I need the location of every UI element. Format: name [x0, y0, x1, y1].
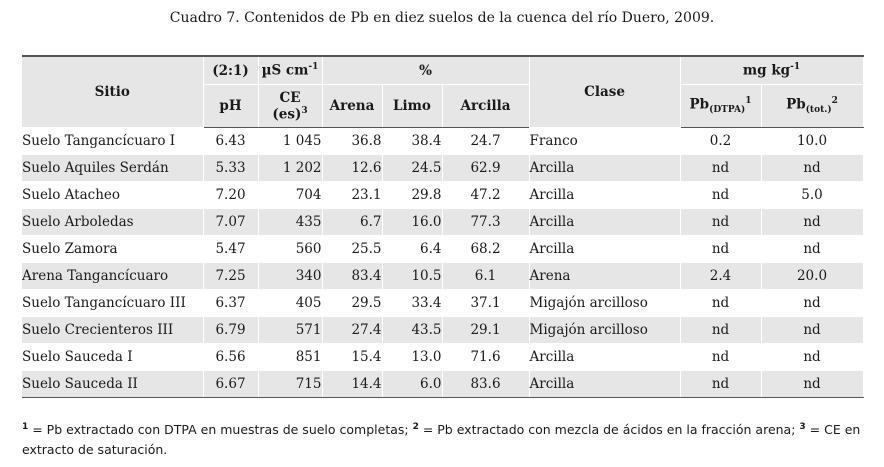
cell-arcilla: 77.3: [442, 209, 529, 236]
cell-ph: 5.33: [203, 155, 258, 182]
cell-ph: 6.67: [203, 371, 258, 398]
cell-sitio: Suelo Zamora: [22, 236, 203, 263]
cell-ph: 6.79: [203, 317, 258, 344]
cell-pb-tot: 20.0: [761, 263, 863, 290]
header-mgkg: mg $kg^{-1}$: [680, 56, 863, 85]
cell-pb-dtpa: nd: [680, 236, 761, 263]
cell-ce: 340: [258, 263, 322, 290]
cell-arcilla: 68.2: [442, 236, 529, 263]
cell-ce: 1 045: [258, 128, 322, 155]
header-ce: CE (es)$^3$: [258, 85, 322, 128]
cell-sitio: Suelo Sauceda II: [22, 371, 203, 398]
cell-ph: 7.25: [203, 263, 258, 290]
cell-sitio: Arena Tangancícuaro: [22, 263, 203, 290]
header-ce-unit: µS $cm^{-1}$: [258, 56, 322, 85]
header-row-1: [22, 56, 863, 85]
header-ratio: (2:1): [203, 56, 258, 85]
table-row: [22, 317, 863, 344]
cell-pb-dtpa: nd: [680, 317, 761, 344]
cell-ph: 5.47: [203, 236, 258, 263]
cell-clase: Arena: [529, 263, 680, 290]
cell-limo: 10.5: [382, 263, 442, 290]
cell-pb-tot: 10.0: [761, 128, 863, 155]
cell-pb-tot: nd: [761, 317, 863, 344]
cell-sitio: Suelo Tangancícuaro I: [22, 128, 203, 155]
cell-ce: 405: [258, 290, 322, 317]
cell-limo: 33.4: [382, 290, 442, 317]
header-percent: %: [322, 56, 529, 85]
cell-clase: Arcilla: [529, 344, 680, 371]
cell-pb-dtpa: 2.4: [680, 263, 761, 290]
cell-ce: 704: [258, 182, 322, 209]
cell-limo: 43.5: [382, 317, 442, 344]
cell-ce: 1 202: [258, 155, 322, 182]
cell-ce: 715: [258, 371, 322, 398]
cell-ce: 435: [258, 209, 322, 236]
cell-clase: Arcilla: [529, 209, 680, 236]
header-pb-dtpa: $Pb_{(DTPA)}^1$: [680, 85, 761, 128]
table-row: [22, 236, 863, 263]
cell-arena: 27.4: [322, 317, 382, 344]
cell-limo: 13.0: [382, 344, 442, 371]
cell-arcilla: 6.1: [442, 263, 529, 290]
cell-pb-tot: nd: [761, 236, 863, 263]
cell-arcilla: 37.1: [442, 290, 529, 317]
table-row: [22, 182, 863, 209]
cell-arena: 23.1: [322, 182, 382, 209]
table-row: [22, 371, 863, 398]
cell-clase: Arcilla: [529, 155, 680, 182]
table-row: [22, 209, 863, 236]
cell-arcilla: 83.6: [442, 371, 529, 398]
cell-clase: Arcilla: [529, 236, 680, 263]
table-row: [22, 263, 863, 290]
cell-pb-dtpa: nd: [680, 290, 761, 317]
cell-ph: 6.56: [203, 344, 258, 371]
cell-clase: Franco: [529, 128, 680, 155]
header-pb-tot: $Pb_{(tot.)}^2$: [761, 85, 863, 128]
cell-limo: 24.5: [382, 155, 442, 182]
cell-ph: 7.20: [203, 182, 258, 209]
cell-ce: 571: [258, 317, 322, 344]
table-row: [22, 155, 863, 182]
header-sitio: Sitio: [22, 56, 203, 128]
cell-ph: 6.43: [203, 128, 258, 155]
cell-arena: 15.4: [322, 344, 382, 371]
cell-arena: 25.5: [322, 236, 382, 263]
table-caption: Cuadro 7. Contenidos de Pb en diez suelos de la cuenca del río Duero, 2009.: [169, 10, 715, 26]
cell-pb-tot: nd: [761, 290, 863, 317]
cell-arena: 12.6: [322, 155, 382, 182]
header-arcilla: Arcilla: [442, 85, 529, 128]
cell-pb-dtpa: 0.2: [680, 128, 761, 155]
cell-arcilla: 29.1: [442, 317, 529, 344]
cell-pb-tot: nd: [761, 371, 863, 398]
header-arena: Arena: [322, 85, 382, 128]
cell-arcilla: 71.6: [442, 344, 529, 371]
cell-arena: 36.8: [322, 128, 382, 155]
header-ph: pH: [203, 85, 258, 128]
table-body: [22, 128, 863, 398]
cell-pb-dtpa: nd: [680, 209, 761, 236]
cell-sitio: Suelo Aquiles Serdán: [22, 155, 203, 182]
cell-limo: 6.4: [382, 236, 442, 263]
cell-arena: 83.4: [322, 263, 382, 290]
cell-sitio: Suelo Arboledas: [22, 209, 203, 236]
cell-pb-dtpa: nd: [680, 371, 761, 398]
cell-pb-dtpa: nd: [680, 344, 761, 371]
cell-ce: 560: [258, 236, 322, 263]
cell-arena: 14.4: [322, 371, 382, 398]
cell-pb-dtpa: nd: [680, 182, 761, 209]
cell-pb-dtpa: nd: [680, 155, 761, 182]
cell-sitio: Suelo Sauceda I: [22, 344, 203, 371]
header-limo: Limo: [382, 85, 442, 128]
table-row: [22, 344, 863, 371]
cell-clase: Arcilla: [529, 182, 680, 209]
cell-ce: 851: [258, 344, 322, 371]
cell-limo: 38.4: [382, 128, 442, 155]
cell-clase: Migajón arcilloso: [529, 290, 680, 317]
cell-ph: 6.37: [203, 290, 258, 317]
cell-limo: 16.0: [382, 209, 442, 236]
cell-pb-tot: nd: [761, 209, 863, 236]
cell-arcilla: 24.7: [442, 128, 529, 155]
cell-arena: 6.7: [322, 209, 382, 236]
table-row: [22, 128, 863, 155]
header-clase: Clase: [529, 56, 680, 128]
cell-arena: 29.5: [322, 290, 382, 317]
cell-clase: Arcilla: [529, 371, 680, 398]
table-footnote: $^1$ = Pb extractado con DTPA en muestras de suelo completas; $^2$ = Pb extractado con mezcla de ácidos en la fracción arena; $^3$ = CE en extracto de saturación.: [22, 422, 861, 458]
cell-clase: Migajón arcilloso: [529, 317, 680, 344]
cell-limo: 29.8: [382, 182, 442, 209]
cell-pb-tot: nd: [761, 155, 863, 182]
cell-limo: 6.0: [382, 371, 442, 398]
cell-sitio: Suelo Atacheo: [22, 182, 203, 209]
cell-sitio: Suelo Tangancícuaro III: [22, 290, 203, 317]
cell-pb-tot: nd: [761, 344, 863, 371]
cell-pb-tot: 5.0: [761, 182, 863, 209]
soil-lead-table: [22, 55, 864, 398]
cell-arcilla: 62.9: [442, 155, 529, 182]
cell-ph: 7.07: [203, 209, 258, 236]
cell-sitio: Suelo Crecienteros III: [22, 317, 203, 344]
table-row: [22, 290, 863, 317]
cell-arcilla: 47.2: [442, 182, 529, 209]
